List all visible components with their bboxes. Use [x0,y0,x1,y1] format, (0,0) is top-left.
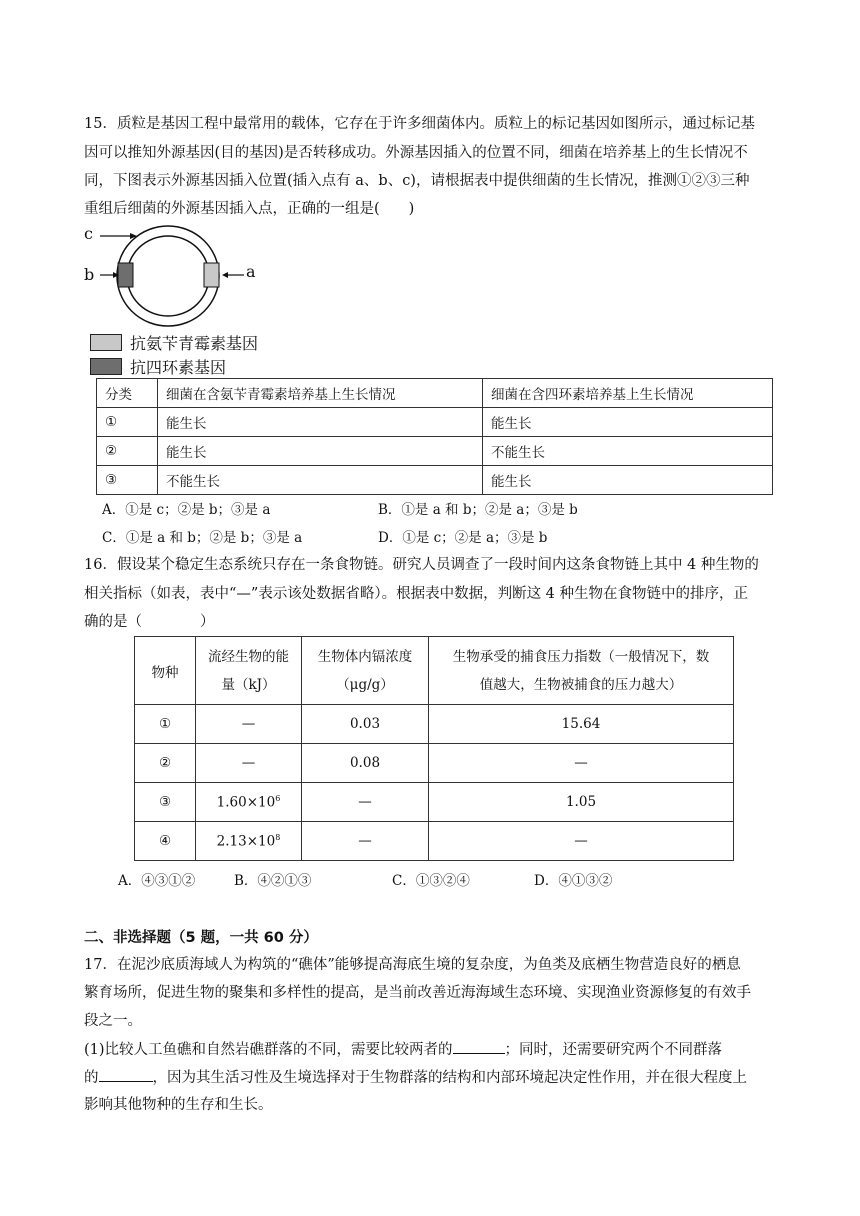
answer-blank-2[interactable] [99,1067,153,1082]
table-row [135,705,734,744]
table-cell: 能生长 [483,408,773,437]
q17-sub1-line-3: 影响其他物种的生存和生长。 [84,1097,273,1113]
header-cd-line: 生物体内镉浓度 [317,648,413,665]
table-cell: 能生长 [158,408,483,437]
table-row [135,783,734,822]
q17-sub1-text: (1)比较人工鱼礁和自然岩礁群落的不同，需要比较两者的 [84,1042,453,1058]
q16-table [134,636,734,861]
header-pressure-line: 值越大，生物被捕食的压力越大） [479,676,683,693]
q17-line-1: 17．在泥沙底质海域人为构筑的“礁体”能够提高海底生境的复杂度，为鱼类及底栖生物营造良好的栖息 [84,957,741,973]
table-cell: — [429,744,734,783]
q15-line-4: 重组后细菌的外源基因插入点，正确的一组是( ) [84,201,415,217]
legend-label-ampicillin: 抗氨苄青霉素基因 [130,334,259,353]
table-cell: — [196,705,302,744]
table-header-cell: 物种 [135,637,196,705]
answer-blank-1[interactable] [453,1039,505,1054]
table-row [135,744,734,783]
q16-option-b: B．④②①③ [234,873,312,889]
header-cd-line: （μg/g） [336,676,394,693]
q16-line-2: 相关指标（如表，表中“—”表示该处数据省略）。根据表中数据，判断这 4 种生物在食物链中的排序，正 [84,586,749,602]
q17-sub1-text: ；同时，还需要研究两个不同群落 [504,1042,723,1058]
legend-item-ampicillin [90,331,258,354]
q15-option-d: D．①是 c；②是 a；③是 b [378,530,548,546]
header-energy-line: 流经生物的能 [208,648,289,665]
q15-option-c: C．①是 a 和 b；②是 b；③是 a [102,530,303,546]
table-cell: 不能生长 [158,466,483,495]
table-header-cell [196,637,302,705]
table-cell: ③ [97,466,158,495]
section-title: 二、非选择题（5 题，一共 60 分） [84,930,318,946]
q16-option-c: C．①③②④ [392,873,470,889]
label-c: c [84,224,93,243]
table-cell: ① [97,408,158,437]
table-header-row [135,637,734,705]
q15-line-3: 同，下图表示外源基因插入位置(插入点有 a、b、c)，请根据表中提供细菌的生长情况，推测①②③三种 [84,173,750,189]
plasmid-diagram [82,220,272,332]
table-header-cell [429,637,734,705]
legend-swatch-dark [90,358,122,375]
table-cell: 能生长 [483,466,773,495]
table-cell: ① [135,705,196,744]
q17-sub1-text: 的 [84,1070,99,1086]
table-cell: 15.64 [429,705,734,744]
q17-sub1-line-2 [84,1067,747,1088]
table-cell: 0.08 [302,744,429,783]
q15-option-b: B．①是 a 和 b；②是 a；③是 b [378,502,578,518]
q17-sub1-line-1 [84,1039,722,1060]
table-cell: 1.05 [429,783,734,822]
q15-line-1: 15．质粒是基因工程中最常用的载体，它存在于许多细菌体内。质粒上的标记基因如图所示，通过标记基 [84,116,755,132]
q15-line-2: 因可以推知外源基因(目的基因)是否转移成功。外源基因插入的位置不同，细菌在培养基上的生长情况不 [84,145,748,161]
label-a: a [246,262,256,281]
table-header-cell: 细菌在含氨苄青霉素培养基上生长情况 [158,379,483,408]
table-header-cell: 细菌在含四环素培养基上生长情况 [483,379,773,408]
table-cell: 能生长 [158,437,483,466]
legend-label-tetracycline: 抗四环素基因 [130,358,227,377]
energy-exponent: 8 [275,832,281,842]
table-row [97,466,773,495]
table-row [97,408,773,437]
q17-sub1-text: ，因为其生活习性及生境选择对于生物群落的结构和内部环境起决定性作用，并在很大程度上 [152,1070,747,1086]
legend-swatch-light [90,334,122,351]
legend-item-tetracycline [90,355,226,378]
table-row [135,822,734,861]
q16-line-3: 确的是（ ） [84,614,215,630]
table-cell: ② [135,744,196,783]
table-cell [196,783,302,822]
table-cell: ② [97,437,158,466]
table-header-cell: 分类 [97,379,158,408]
table-cell: ④ [135,822,196,861]
header-pressure-line: 生物承受的捕食压力指数（一般情况下，数 [452,648,710,665]
label-b: b [84,265,95,284]
table-cell: ③ [135,783,196,822]
q17-line-2: 繁育场所，促进生物的聚集和多样性的提高，是当前改善近海海域生态环境、实现渔业资源修复的有效手 [84,985,751,1001]
table-row [97,437,773,466]
q16-option-d: D．④①③② [534,873,613,889]
table-header-row [97,379,773,408]
energy-exponent: 6 [275,793,281,803]
table-cell: 0.03 [302,705,429,744]
table-cell: — [302,783,429,822]
q17-line-3: 段之一。 [84,1013,142,1029]
table-cell [196,822,302,861]
header-energy-line: 量（kJ） [221,676,276,693]
table-cell: — [302,822,429,861]
q16-line-1: 16．假设某个稳定生态系统只存在一条食物链。研究人员调查了一段时间内这条食物链上其中 4 种生物的 [84,557,759,573]
table-cell: — [196,744,302,783]
table-cell: 不能生长 [483,437,773,466]
q15-table [96,378,773,495]
energy-mantissa: 2.13×10 [216,833,276,850]
table-header-cell [302,637,429,705]
q16-option-a: A．④③①② [118,873,196,889]
table-cell: — [429,822,734,861]
energy-mantissa: 1.60×10 [216,794,276,811]
q15-option-a: A．①是 c；②是 b；③是 a [102,502,271,518]
